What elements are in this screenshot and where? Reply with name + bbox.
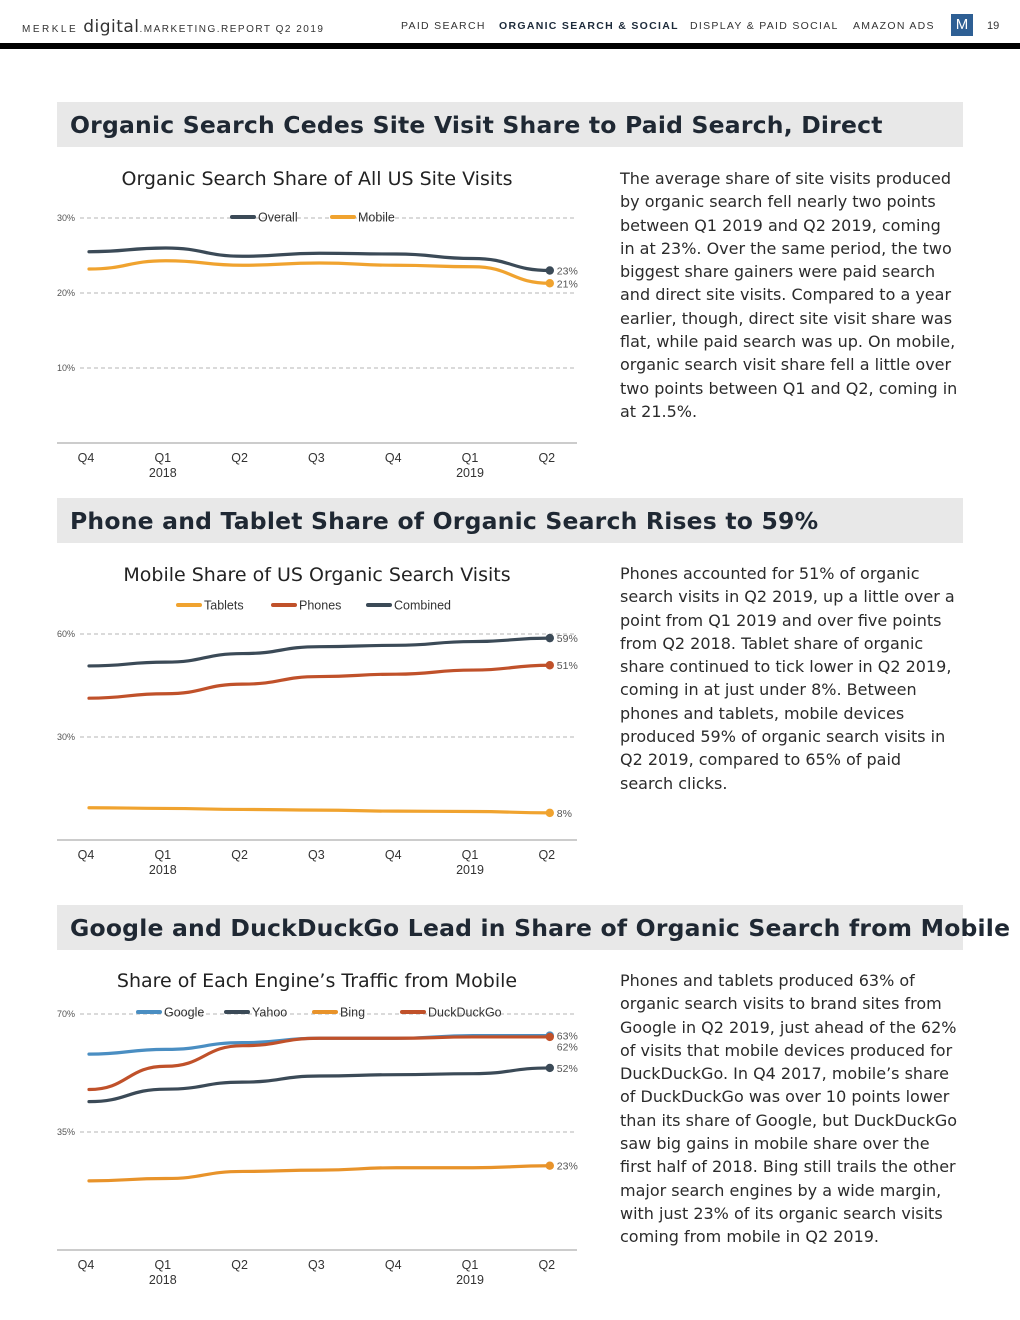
series-end-label: 8% xyxy=(556,807,572,820)
chart-engine-mobile-share xyxy=(0,998,600,1293)
section-body-2: Phones accounted for 51% of organic search visits in Q2 2019, up a little over a point from Q1 2019 and over five points from Q2 2018. Tablet share of organic share continued to tick lower in Q2 2019, coming in at just under 8%. Between phones and tablets, mobile devices produced 59% of organic search visits in Q2 2019, compared to 65% of paid search clicks. xyxy=(620,564,955,793)
x-year-label: 2018 xyxy=(148,863,177,877)
legend-label: Bing xyxy=(340,1005,366,1020)
x-tick-label: Q1 xyxy=(461,451,479,465)
series-line-bing xyxy=(89,1166,550,1181)
y-tick-label: 10% xyxy=(57,363,76,373)
brand-merkle: MERKLE xyxy=(22,24,79,35)
series-end-label: 59% xyxy=(556,633,578,646)
x-tick-label: Q1 xyxy=(461,1258,479,1272)
series-end-label: 23% xyxy=(556,1160,578,1173)
x-tick-label: Q3 xyxy=(308,451,325,465)
chart-title-1: Organic Search Share of All US Site Visits xyxy=(121,168,513,190)
section-body-1: The average share of site visits produced by organic search fell nearly two points between Q1 2019 and Q2 2019, coming in at 23%. Over the same period, the two biggest share gainers were paid search and direct site visits. Compared to a year earlier, though, direct site visit share was flat, while paid search was up. On mobile, organic search visit share fell a little over two points between Q1 and Q2, coming in at 21.5%. xyxy=(620,169,958,421)
series-line-yahoo xyxy=(89,1068,550,1102)
section-heading-text: Organic Search Cedes Site Visit Share to Paid Search, Direct xyxy=(70,111,883,139)
brand-report-title: .MARKETING.REPORT Q2 2019 xyxy=(139,24,325,35)
series-end-point xyxy=(546,1033,554,1041)
x-tick-label: Q4 xyxy=(77,1258,95,1272)
series-end-point xyxy=(546,634,554,642)
x-tick-label: Q4 xyxy=(384,451,402,465)
section-heading-text: Phone and Tablet Share of Organic Search Rises to 59% xyxy=(70,507,819,535)
series-end-point xyxy=(546,279,554,287)
chart-mobile-share xyxy=(0,592,600,887)
section-heading-1 xyxy=(57,102,963,147)
x-tick-label: Q1 xyxy=(154,451,172,465)
x-tick-label: Q4 xyxy=(384,1258,402,1272)
y-tick-label: 30% xyxy=(57,213,76,223)
legend-label: Google xyxy=(164,1005,205,1020)
y-tick-label: 70% xyxy=(57,1009,76,1019)
series-end-point xyxy=(546,809,554,817)
legend-label: Phones xyxy=(299,598,342,613)
chart-organic-share xyxy=(0,195,600,490)
x-tick-label: Q2 xyxy=(231,848,248,862)
report-brand xyxy=(22,17,325,37)
legend-label: Mobile xyxy=(358,210,395,225)
x-year-label: 2018 xyxy=(148,1273,177,1287)
chart-title-2: Mobile Share of US Organic Search Visits xyxy=(123,564,511,586)
nav-paid-search[interactable]: PAID SEARCH xyxy=(401,20,486,32)
series-end-point xyxy=(546,661,554,669)
series-end-label: 62% xyxy=(556,1041,578,1054)
section-heading-text: Google and DuckDuckGo Lead in Share of Organic Search from Mobile xyxy=(70,914,1011,942)
series-end-label: 21% xyxy=(556,278,578,291)
section-heading-3 xyxy=(57,905,1011,950)
chart-title-3: Share of Each Engine’s Traffic from Mobile xyxy=(116,970,518,992)
legend-label: Tablets xyxy=(204,598,244,613)
y-tick-label: 20% xyxy=(57,288,76,298)
legend-label: Overall xyxy=(258,210,298,225)
series-end-point xyxy=(546,1064,554,1072)
series-end-label: 63% xyxy=(556,1030,578,1043)
x-year-label: 2019 xyxy=(456,466,484,480)
x-tick-label: Q3 xyxy=(308,848,325,862)
series-line-mobile xyxy=(89,261,550,284)
nav-amazon-ads[interactable]: AMAZON ADS xyxy=(853,20,935,32)
x-tick-label: Q1 xyxy=(154,848,172,862)
x-year-label: 2019 xyxy=(456,1273,484,1287)
x-year-label: 2019 xyxy=(456,863,484,877)
series-end-point xyxy=(546,1162,554,1170)
series-line-phones xyxy=(89,665,550,698)
x-tick-label: Q1 xyxy=(461,848,479,862)
page-number: 19 xyxy=(987,20,1000,32)
nav-display-paid-social[interactable]: DISPLAY & PAID SOCIAL xyxy=(690,20,839,32)
merkle-logo-icon: M xyxy=(951,14,973,36)
header-rule xyxy=(0,43,1020,49)
legend-label: Combined xyxy=(394,598,451,613)
x-tick-label: Q4 xyxy=(384,848,402,862)
series-line-tablets xyxy=(89,808,550,813)
series-end-label: 52% xyxy=(556,1062,578,1075)
x-tick-label: Q1 xyxy=(154,1258,172,1272)
series-end-label: 23% xyxy=(556,265,578,278)
page-header xyxy=(0,0,1020,50)
series-line-combined xyxy=(89,638,550,666)
x-year-label: 2018 xyxy=(148,466,177,480)
legend-label: Yahoo xyxy=(252,1005,288,1020)
y-tick-label: 30% xyxy=(57,732,76,742)
nav-organic-search-social[interactable]: ORGANIC SEARCH & SOCIAL xyxy=(499,20,679,32)
section-body-3: Phones and tablets produced 63% of organic search visits to brand sites from Google in Q2 2019, just ahead of the 62% of visits that mobile devices produced for DuckDuckGo. In Q4 2017, mobile’s share of DuckDuckGo was over 10 points lower than its share of Google, but DuckDuckGo saw big gains in mobile share over the first half of 2018. Bing still trails the other major search engines by a wide margin, with just 23% of its organic search visits coming from mobile in Q2 2019. xyxy=(620,971,958,1247)
x-tick-label: Q2 xyxy=(538,848,556,862)
legend-label: DuckDuckGo xyxy=(428,1005,502,1020)
y-tick-label: 60% xyxy=(57,629,76,639)
x-tick-label: Q4 xyxy=(77,451,95,465)
x-tick-label: Q2 xyxy=(231,1258,248,1272)
series-end-point xyxy=(546,266,554,274)
x-tick-label: Q2 xyxy=(231,451,248,465)
section-heading-2 xyxy=(57,498,963,543)
x-tick-label: Q3 xyxy=(308,1258,325,1272)
x-tick-label: Q4 xyxy=(77,848,95,862)
y-tick-label: 35% xyxy=(57,1127,76,1137)
series-line-duckduckgo xyxy=(89,1037,550,1090)
x-tick-label: Q2 xyxy=(538,451,556,465)
brand-digital: digital xyxy=(83,17,140,37)
x-tick-label: Q2 xyxy=(538,1258,556,1272)
series-end-label: 51% xyxy=(556,660,578,673)
